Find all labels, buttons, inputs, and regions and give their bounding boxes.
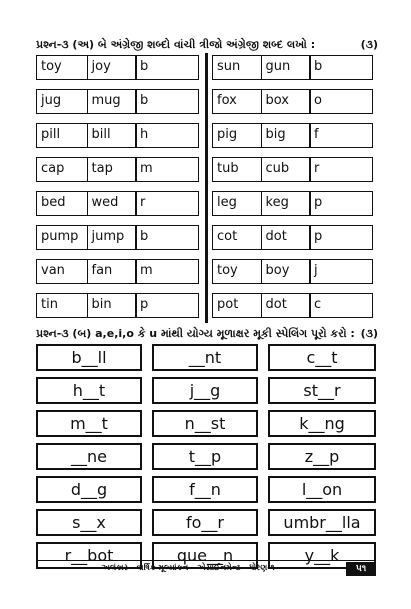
spelling-box[interactable]: que__n (152, 542, 258, 569)
word-cell: wed (87, 191, 137, 216)
word-cell: box (261, 89, 311, 114)
right-column (212, 55, 376, 318)
section-a-title: પ્રશ્ન-૩ (અ) બે અંગ્રેજી શબ્દો વાંચી ત્રીજો અંગ્રેજી શબ્દ લખો : (36, 38, 316, 51)
word-cell: bin (87, 293, 137, 318)
word-row (36, 157, 202, 182)
word-cell: toy (36, 55, 88, 80)
spelling-box[interactable]: umbr__lla (268, 509, 376, 536)
word-row (36, 123, 202, 148)
spelling-box[interactable]: __ne (36, 443, 142, 470)
word-cell: gun (261, 55, 311, 80)
word-cell: tin (36, 293, 88, 318)
section-a-marks: (૩) (360, 38, 378, 51)
spelling-box[interactable]: c__t (268, 344, 376, 371)
word-row (212, 191, 376, 216)
word-cell: cap (36, 157, 88, 182)
section-b-marks: (૩) (360, 327, 378, 340)
word-cell: pump (36, 225, 88, 250)
section-a-grid (36, 55, 376, 318)
spelling-box[interactable]: fo__r (152, 509, 258, 536)
spelling-box[interactable]: z__p (268, 443, 376, 470)
word-row (212, 157, 376, 182)
word-row (36, 191, 202, 216)
word-cell: cot (212, 225, 262, 250)
answer-cell[interactable]: j (309, 259, 373, 284)
word-cell: sun (212, 55, 262, 80)
section-b-grid (36, 344, 376, 569)
spelling-box[interactable]: s__x (36, 509, 142, 536)
left-column (36, 55, 202, 318)
spelling-box[interactable]: y__k (268, 542, 376, 569)
section-b-title: પ્રશ્ન-૩ (બ) a,e,i,o કે u માંથી યોગ્ય મૂળાક્ષર મૂકી સ્પેલિંગ પૂરો કરો : (36, 327, 355, 340)
answer-cell[interactable]: b (135, 55, 199, 80)
answer-cell[interactable]: o (309, 89, 373, 114)
answer-cell[interactable]: m (135, 157, 199, 182)
word-cell: boy (261, 259, 311, 284)
section-b-heading (36, 325, 378, 343)
answer-cell[interactable]: c (309, 293, 373, 318)
word-cell: tub (212, 157, 262, 182)
page-footer (36, 560, 376, 576)
answer-cell[interactable]: f (309, 123, 373, 148)
word-row (36, 55, 202, 80)
answer-cell[interactable]: r (135, 191, 199, 216)
word-row (212, 89, 376, 114)
word-row (36, 225, 202, 250)
word-cell: bed (36, 191, 88, 216)
answer-cell[interactable]: p (309, 191, 373, 216)
spelling-box[interactable]: f__n (152, 476, 258, 503)
spelling-box[interactable]: st__r (268, 377, 376, 404)
word-cell: cub (261, 157, 311, 182)
word-cell: tap (87, 157, 137, 182)
word-row (212, 225, 376, 250)
word-row (36, 89, 202, 114)
spelling-box[interactable]: m__t (36, 410, 142, 437)
answer-cell[interactable]: p (309, 225, 373, 250)
word-cell: joy (87, 55, 137, 80)
answer-cell[interactable]: r (309, 157, 373, 182)
word-cell: bill (87, 123, 137, 148)
word-cell: keg (261, 191, 311, 216)
word-cell: pill (36, 123, 88, 148)
answer-cell[interactable]: b (135, 89, 199, 114)
word-cell: fan (87, 259, 137, 284)
word-cell: pig (212, 123, 262, 148)
word-cell: big (261, 123, 311, 148)
spelling-box[interactable]: n__st (152, 410, 258, 437)
section-a-heading (36, 36, 378, 54)
word-row (212, 55, 376, 80)
word-cell: dot (261, 225, 311, 250)
answer-cell[interactable]: p (135, 293, 199, 318)
spelling-box[interactable]: t__p (152, 443, 258, 470)
word-row (36, 259, 202, 284)
word-cell: pot (212, 293, 262, 318)
word-cell: dot (261, 293, 311, 318)
answer-cell[interactable]: h (135, 123, 199, 148)
spelling-box[interactable]: h__t (36, 377, 142, 404)
word-row (212, 123, 376, 148)
word-cell: mug (87, 89, 137, 114)
spelling-box[interactable]: __nt (152, 344, 258, 371)
word-cell: leg (212, 191, 262, 216)
word-cell: toy (212, 259, 262, 284)
spelling-box[interactable]: r__bot (36, 542, 142, 569)
spelling-box[interactable]: k__ng (268, 410, 376, 437)
answer-cell[interactable]: m (135, 259, 199, 284)
page-number: ૫૧ (346, 562, 376, 576)
word-row (212, 259, 376, 284)
spelling-box[interactable]: j__g (152, 377, 258, 404)
word-cell: jug (36, 89, 88, 114)
answer-cell[interactable]: b (309, 55, 373, 80)
spelling-box[interactable]: l__on (268, 476, 376, 503)
spelling-box[interactable]: d__g (36, 476, 142, 503)
answer-cell[interactable]: b (135, 225, 199, 250)
spelling-box[interactable]: b__ll (36, 344, 142, 371)
word-cell: jump (87, 225, 137, 250)
word-cell: van (36, 259, 88, 284)
footer-text: અલંકાર - વાર્ષિક મૂલ્યાંકન - એસાઈનમેન્ટ - ધોરણ-૧ (101, 563, 275, 572)
word-row (212, 293, 376, 318)
word-row (36, 293, 202, 318)
word-cell: fox (212, 89, 262, 114)
